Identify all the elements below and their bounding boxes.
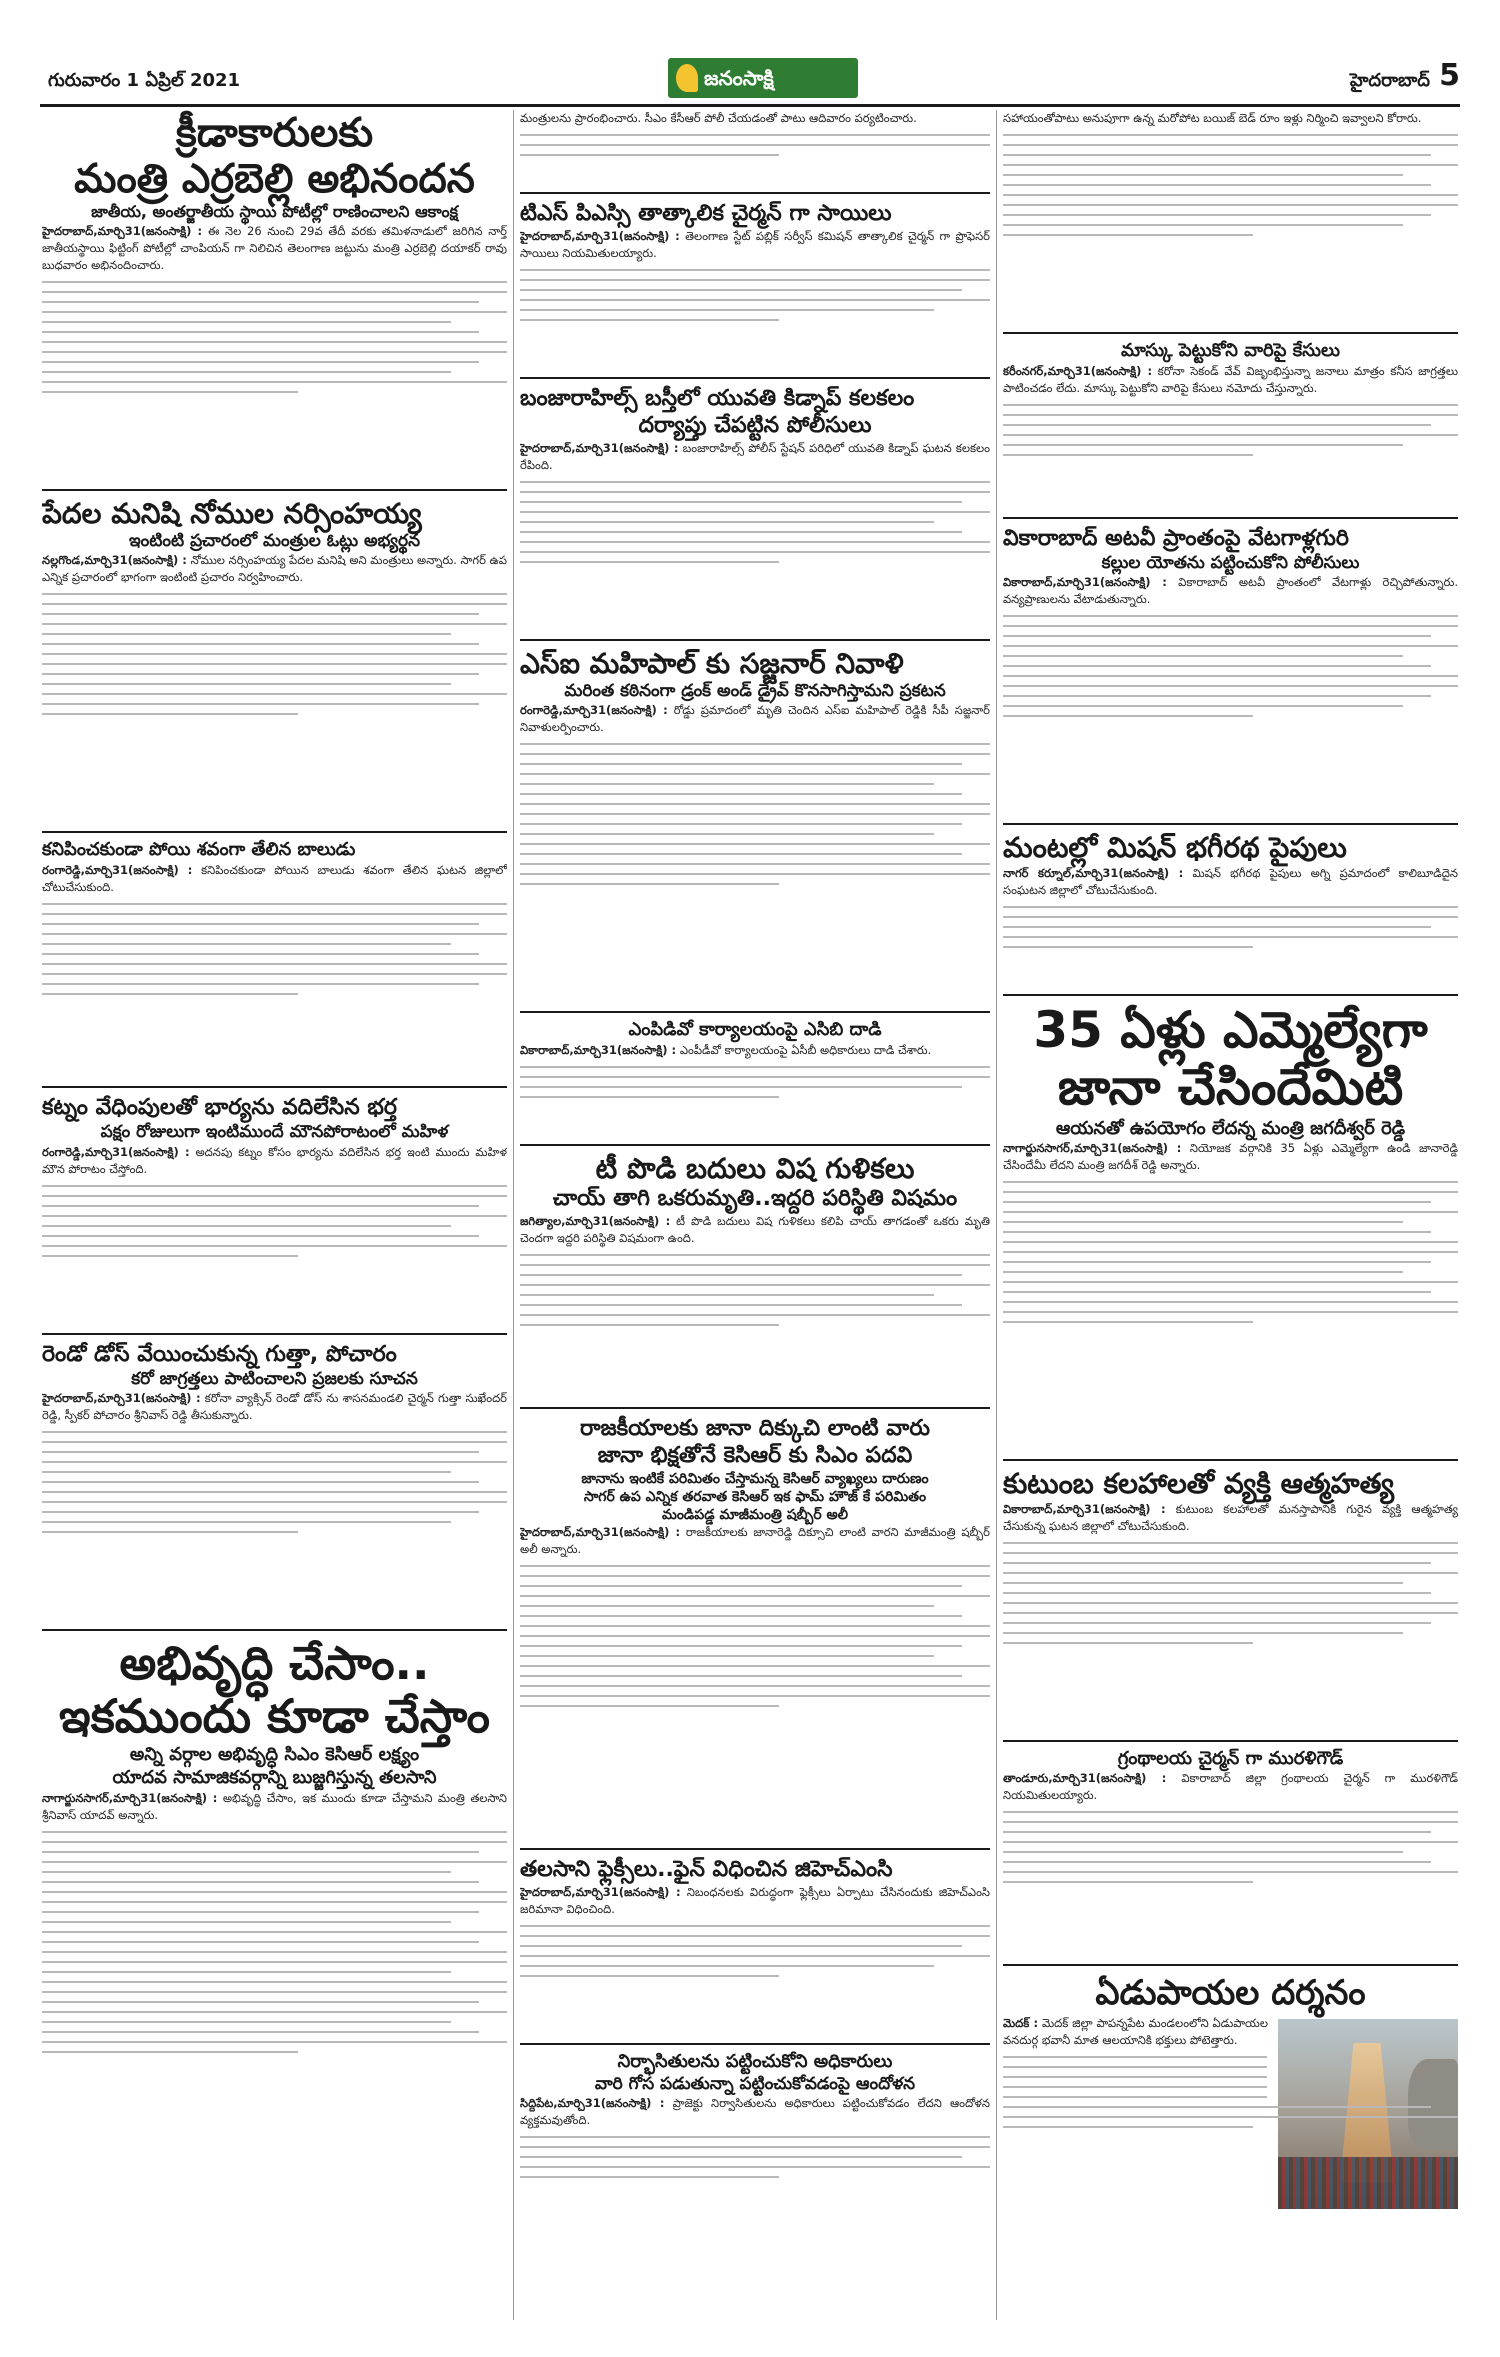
article-text: మంత్రులను ప్రారంభించారు. సీఎం కేసీఆర్ పోలీ చేయడంతో పాటు ఆదివారం పర్యటించారు. — [520, 111, 917, 125]
article-poison — [520, 1152, 990, 1399]
dateline: హైదరాబాద్,మార్చి31(జనంసాక్షి) : — [42, 1391, 201, 1406]
text-lines — [520, 2136, 990, 2226]
column-divider — [513, 110, 514, 2320]
text-lines — [1003, 1181, 1458, 1451]
article-text: మెదక్ జిల్లా పాపన్నపేట మండలంలోని ఏడుపాయల వనదుర్గ భవానీ మాత ఆలయానికి భక్తులు పోటెత్తారు. — [1003, 2015, 1268, 2047]
dateline: హైదరాబాద్,మార్చి31(జనంసాక్షి) : — [520, 1525, 681, 1540]
issue-date: గురువారం 1 ఏప్రిల్ 2021 — [48, 70, 241, 91]
text-lines — [1003, 1811, 1458, 1956]
article-body — [42, 223, 507, 274]
article-text: ప్రాజెక్టు నిర్వాసితులను అధికారులు పట్టించుకోవడం లేదని ఆందోళన వ్యక్తమవుతోంది. — [520, 2096, 990, 2128]
article-text: టీ పొడి బదులు విష గుళికలు కలిపి చాయ్ తాగడంతో ఒకరు మృతి చెందగా ఇద్దరి పరిస్థితి విషమంగా ఉంది. — [520, 1213, 990, 1245]
article-text: అదనపు కట్నం కోసం భార్యను వదిలేసిన భర్త ఇంటి ముందు మహిళ మౌన పోరాటం చేస్తోంది. — [42, 1144, 507, 1176]
dateline: నాగార్జునసాగర్,మార్చి31(జనంసాక్షి) : — [42, 1790, 218, 1805]
dateline: హైదరాబాద్,మార్చి31(జనంసాక్షి) : — [520, 228, 680, 243]
article-text: రోడ్డు ప్రమాదంలో మృతి చెందిన ఎస్ఐ మహిపాల్ రెడ్డికి సీపీ సజ్జనార్ నివాళులర్పించారు. — [520, 703, 990, 735]
divider — [520, 2043, 990, 2045]
column-left — [42, 110, 507, 2320]
headline: రెండో డోస్ వేయించుకున్న గుత్తా, పోచారం — [42, 1341, 397, 1367]
page-number: 5 — [1439, 58, 1460, 93]
headline-line1: రాజకీయాలకు జానా దిక్కుచి లాంటి వారు — [579, 1415, 931, 1441]
article-body — [520, 1524, 990, 1558]
headline-line2: జానా చేసిందేమిటి — [1057, 1058, 1404, 1117]
text-lines — [42, 903, 507, 1078]
subheadline: మండిపడ్డ మాజీమంత్రి షబ్బీర్ అలీ — [662, 1507, 848, 1524]
article-body — [42, 862, 507, 896]
article-talasani — [42, 1637, 507, 2251]
divider — [520, 639, 990, 641]
article-body — [1003, 1770, 1458, 1804]
article-text: కనిపించకుండా పోయిన బాలుడు శవంగా తేలిన ఘటన జిల్లాలో చోటుచేసుకుంది. — [42, 862, 507, 894]
divider — [1003, 823, 1458, 825]
article-acb-raid — [520, 1019, 990, 1136]
subheadline: జాతీయ, అంతర్జాతీయ స్థాయి పోటీల్లో రాణించాలని ఆకాంక్ష — [91, 202, 458, 221]
text-lines — [520, 1925, 990, 2035]
subheadline: సాగర్ ఉప ఎన్నిక తరవాత కెసిఆర్ ఇక ఫామ్ హౌజ్ కే పరిమితం — [583, 1488, 927, 1505]
dateline: జగిత్యాల,మార్చి31(జనంసాక్షి) : — [520, 1213, 671, 1228]
article-body — [520, 1042, 990, 1059]
divider — [520, 1144, 990, 1146]
article-text: ఎంపీడీవో కార్యాలయంపై ఏసీబీ అధికారులు దాడి చేశారు. — [679, 1042, 932, 1057]
divider — [520, 1407, 990, 1409]
header-rule — [40, 104, 1460, 107]
dateline: కరీంనగర్,మార్చి31(జనంసాక్షి) : — [1003, 363, 1153, 378]
article-displaced — [520, 2051, 990, 2227]
headline: ఏడుపాయల దర్శనం — [1095, 1973, 1366, 2014]
article-body — [1003, 1140, 1458, 1174]
article-text: తెలంగాణ స్టేట్ పబ్లిక్ సర్వీస్ కమిషన్ తాత్కాలిక చైర్మన్ గా ప్రొఫెసర్ సాయిలు నియమితులయ్యారు. — [520, 228, 990, 260]
divider — [1003, 994, 1458, 996]
article-text: నియోజక వర్గానికి 35 ఏళ్లు ఎమ్మెల్యేగా ఉండి జానారెడ్డి చేసిందేమీ లేదని మంత్రి జగదీశ్ రెడ్డి అన్నారు. — [1003, 1141, 1458, 1173]
article-text: సహాయంతోపాటు అనుపూగా ఉన్న మరోపోట బయిజ్ బెడ్ రూం ఇళ్లు నిర్మించి ఇవ్వాలని కోరారు. — [1003, 111, 1422, 125]
article-jana-35-years — [1003, 1002, 1458, 1451]
article-body — [520, 1213, 990, 1247]
dateline: హైదరాబాద్,మార్చి31(జనంసాక్షి) : — [42, 223, 203, 238]
article-text: వికారాబాద్ జిల్లా గ్రంథాలయ చైర్మన్ గా మురళిగౌడ్ నియమితులయ్యారు. — [1003, 1771, 1458, 1803]
article-text: బంజారాహిల్స్ పోలీస్ స్టేషన్ పరిధిలో యువతి కిడ్నాప్ ఘటన కలకలం రేపింది. — [520, 440, 990, 472]
divider — [42, 1086, 507, 1088]
article-body — [42, 1144, 507, 1178]
headline-line1: 35 ఏళ్లు ఎమ్మెల్యేగా — [1033, 1000, 1428, 1059]
dateline: హైదరాబాద్,మార్చి31(జనంసాక్షి) : — [520, 1884, 681, 1899]
headline: ఎస్ఐ మహిపాల్ కు సజ్జనార్ నివాళి — [520, 646, 904, 680]
divider — [520, 1848, 990, 1850]
article-text: కుటుంబ కలహాలతో మనస్తాపానికి గురైన వ్యక్తి ఆత్మహత్య చేసుకున్న ఘటన జిల్లాలో చోటుచేసుకుంది. — [1003, 1501, 1458, 1533]
divider — [42, 489, 507, 491]
article-text: రాజకీయాలకు జానారెడ్డి దిక్సూచి లాంటి వారని మాజీమంత్రి షబ్బీర్ అలీ అన్నారు. — [520, 1525, 990, 1557]
headline-line2: మంత్రి ఎర్రబెల్లి అభినందన — [74, 156, 475, 202]
divider — [520, 1011, 990, 1013]
headline: తలసాని ఫ్లెక్సీలు..ఫైన్ విధించిన జిహెచ్ఎంసి — [520, 1857, 893, 1883]
subheadline: పక్షం రోజులుగా ఇంటిముందే మౌనపోరాటంలో మహిళ — [100, 1122, 449, 1143]
divider — [1003, 1459, 1458, 1461]
headline: కట్నం వేధింపులతో భార్యను వదిలేసిన భర్త — [42, 1094, 397, 1120]
dateline: రంగారెడ్డి,మార్చి31(జనంసాక్షి) : — [42, 862, 193, 877]
article-nomula — [42, 497, 507, 824]
article-body — [42, 1390, 507, 1424]
subheadline: అన్ని వర్గాల అభివృద్ధి సిఎం కెసిఆర్ లక్ష్యం — [129, 1743, 420, 1765]
headline-line1: బంజారాహిల్స్ బస్తీలో యువతి కిడ్నాప్ కలకలం — [520, 385, 915, 411]
article-body — [42, 552, 507, 586]
dateline: నాగర్ కర్నూల్,మార్చి31(జనంసాక్షి) : — [1003, 865, 1184, 880]
text-lines — [1003, 2056, 1458, 2206]
text-lines — [1003, 906, 1458, 986]
article-library-chairman — [1003, 1748, 1458, 1957]
article-body — [520, 228, 990, 262]
subheadline: జానాను ఇంటికే పరిమితం చేస్తామన్న కెసిఆర్ వ్యాఖ్యలు దారుణం — [581, 1470, 929, 1487]
text-lines — [42, 1431, 507, 1621]
article-poachers — [1003, 525, 1458, 816]
column-divider — [996, 110, 997, 2320]
headline-line1: అభివృద్ధి చేసాం.. — [119, 1636, 430, 1691]
text-lines — [42, 1185, 507, 1325]
article-errabelli — [42, 110, 507, 481]
headline-line2: కల్లుల యోతను పట్టించుకోని పోలీసులు — [1101, 553, 1360, 573]
subheadline: మరింత కఠినంగా డ్రంక్ అండ్ డ్రైవ్ కొనసాగిస్తామని ప్రకటన — [564, 681, 946, 702]
article-body — [1003, 1501, 1458, 1535]
headline: టిఎస్ పిఎస్సి తాత్కాలిక చైర్మన్ గా సాయిలు — [520, 201, 892, 226]
text-lines — [1003, 615, 1458, 815]
headline: పేదల మనిషి నోముల నర్సింహయ్య — [42, 496, 422, 530]
masthead — [40, 58, 1460, 102]
dateline: సిద్దిపేట,మార్చి31(జనంసాక్షి) : — [520, 2096, 665, 2111]
text-lines — [42, 281, 507, 481]
headline-line2: జానా భిక్షతోనే కెసిఆర్ కు సిఎం పదవి — [597, 1443, 913, 1469]
article-boy-found — [42, 839, 507, 1078]
article-continued — [1003, 110, 1458, 324]
divider — [520, 192, 990, 194]
text-lines — [520, 1254, 990, 1399]
leaf-icon — [676, 64, 698, 92]
divider — [1003, 1964, 1458, 1966]
article-body — [42, 1790, 507, 1824]
subheadline: ఆయనతో ఉపయోగం లేదన్న మంత్రి జగదీశ్వర్ రెడ్డి — [1055, 1117, 1406, 1139]
article-vaccine — [42, 1341, 507, 1622]
dateline: మెదక్ : — [1003, 2015, 1039, 2030]
text-lines — [1003, 404, 1458, 509]
newspaper-logo — [668, 58, 858, 98]
logo-text: జనంసాక్షి — [704, 66, 774, 90]
article-body — [1003, 865, 1458, 899]
article-bhagiratha — [1003, 831, 1458, 986]
column-middle — [520, 110, 990, 2320]
article-shabbir — [520, 1415, 990, 1841]
article-tspsc — [520, 200, 990, 369]
subheadline: ఇంటింటి ప్రచారంలో మంత్రుల ఓట్లు అభ్యర్థన — [128, 531, 421, 552]
article-text: కరోనా వ్యాక్సిన్ రెండో డోస్ ను శాసనమండలి చైర్మన్ గుత్తా సుఖేందర్ రెడ్డి, స్పీకర్ పోచారం శ్రీనివాస్ రెడ్డి తీసుకున్నారు. — [42, 1391, 507, 1423]
edition-city: హైదరాబాద్ — [1349, 70, 1430, 91]
article-text: నోముల నర్సింహయ్య పేదల మనిషి అని మంత్రులు అన్నారు. సాగర్ ఉప ఎన్నిక ప్రచారంలో భాగంగా ఇంటింటి ప్రచారం నిర్వహించారు. — [42, 553, 507, 585]
headline: మాస్కు పెట్టుకోని వారిపై కేసులు — [1121, 340, 1340, 361]
divider — [42, 1629, 507, 1631]
text-lines — [1003, 134, 1458, 324]
headline: నిర్భాసితులను పట్టించుకోని అధికారులు — [617, 2050, 893, 2072]
divider — [520, 377, 990, 379]
subheadline: కరో జాగ్రత్తలు పాటించాలని ప్రజలకు సూచన — [131, 1369, 418, 1390]
dateline: వికారాబాద్,మార్చి31(జనంసాక్షి) : — [1003, 1501, 1166, 1516]
article-text: మిషన్ భగీరథ పైపులు అగ్ని ప్రమాదంలో కాలిబూడిదైన సంఘటన జిల్లాలో చోటుచేసుకుంది. — [1003, 865, 1458, 897]
column-right — [1003, 110, 1458, 2320]
subheadline: యాదవ సామాజికవర్గాన్ని బుజ్జగిస్తున్న తలసాని — [112, 1767, 437, 1789]
article-body — [1003, 363, 1458, 397]
article-sajjanar — [520, 647, 990, 1004]
text-lines — [520, 481, 990, 631]
article-continued — [520, 110, 990, 184]
divider — [1003, 1740, 1458, 1742]
article-text: వికారాబాద్ అటవీ ప్రాంతంలో వేటగాళ్లు రెచ్చిపోతున్నారు. వన్యప్రాణులను వేటాడుతున్నారు. — [1003, 575, 1458, 607]
text-lines — [520, 1565, 990, 1840]
text-lines — [520, 1066, 990, 1136]
dateline: నల్లగొండ,మార్చి31(జనంసాక్షి) : — [42, 553, 187, 568]
text-lines — [42, 1831, 507, 2251]
headline: గ్రంథాలయ చైర్మన్ గా మురళిగౌడ్ — [1117, 1747, 1344, 1769]
article-flexi-fine — [520, 1856, 990, 2035]
headline: ఎంపిడివో కార్యాలయంపై ఎసిబి దాడి — [628, 1019, 882, 1041]
headline: మంటల్లో మిషన్ భగీరథ పైపులు — [1003, 831, 1347, 865]
article-text: నిబంధనలకు విరుద్ధంగా ఫ్లెక్సీలు ఏర్పాటు చేసినందుకు జిహెచ్ఎంసి జరిమానా విధించింది. — [520, 1884, 990, 1916]
article-text: ఈ నెల 26 నుంచి 29వ తేదీ వరకు తమిళనాడులో జరిగిన నార్త్ జాతీయస్థాయి ఫిట్టింగ్ పోటీల్లో చాంపియన్ గా నిలిచిన తెలంగాణ జట్టును మంత్రి ఎర్రబెల్లి దయాకర్ రావు బుధవారం అభినందించారు. — [42, 223, 507, 272]
subheadline: వారి గోస పడుతున్నా పట్టించుకోవడంపై ఆందోళన — [594, 2074, 916, 2095]
article-edupayala — [1003, 1972, 1458, 2206]
divider — [1003, 332, 1458, 334]
article-text: అభివృద్ధి చేసాం, ఇక ముందు కూడా చేస్తామని మంత్రి తలసాని శ్రీనివాస్ యాదవ్ అన్నారు. — [42, 1790, 507, 1822]
article-text: కరోనా సెకండ్ వేవ్ విజృంభిస్తున్నా జనాలు మాత్రం కనీస జాగ్రత్తలు పాటించడం లేదు. మాస్కు పెట్టుకోని వారిపై కేసులు నమోదు చేస్తున్నారు. — [1003, 363, 1458, 395]
dateline: నాగార్జునసాగర్,మార్చి31(జనంసాక్షి) : — [1003, 1141, 1182, 1156]
text-lines — [42, 593, 507, 823]
article-body — [520, 440, 990, 474]
dateline: రంగారెడ్డి,మార్చి31(జనంసాక్షి) : — [520, 703, 668, 718]
article-mask-cases — [1003, 340, 1458, 509]
divider — [1003, 517, 1458, 519]
article-dowry — [42, 1094, 507, 1325]
divider — [42, 831, 507, 833]
headline: కుటుంబ కలహాలతో వ్యక్తి ఆత్మహత్య — [1003, 1467, 1395, 1501]
headline-line1: టీ పొడి బదులు విష గుళికలు — [595, 1151, 915, 1185]
headline-line2: ఇకముందు కూడా చేస్తాం — [59, 1689, 490, 1744]
dateline: తాండూరు,మార్చి31(జనంసాక్షి) : — [1003, 1771, 1167, 1786]
text-lines — [520, 134, 990, 184]
headline-line2: చాయ్ తాగి ఒకరుమృతి..ఇద్దరి పరిస్థితి విషమం — [552, 1186, 958, 1212]
article-body — [520, 2095, 990, 2129]
headline-line2: దర్యాప్తు చేపట్టిన పోలీసులు — [638, 413, 872, 438]
dateline: వికారాబాద్,మార్చి31(జనంసాక్షి) : — [1003, 575, 1167, 590]
article-suicide — [1003, 1467, 1458, 1732]
headline: కనిపించకుండా పోయి శవంగా తేలిన బాలుడు — [42, 839, 356, 861]
headline-line1: క్రీడాకారులకు — [175, 110, 374, 156]
dateline: రంగారెడ్డి,మార్చి31(జనంసాక్షి) : — [42, 1144, 190, 1159]
article-body — [520, 702, 990, 736]
text-lines — [1003, 1542, 1458, 1732]
dateline: వికారాబాద్,మార్చి31(జనంసాక్షి) : — [520, 1042, 677, 1057]
text-lines — [520, 743, 990, 1003]
article-kidnap — [520, 385, 990, 631]
divider — [42, 1333, 507, 1335]
dateline: హైదరాబాద్,మార్చి31(జనంసాక్షి) : — [520, 440, 679, 455]
article-body — [1003, 574, 1458, 608]
text-lines — [520, 269, 990, 369]
headline-line1: వికారాబాద్ అటవీ ప్రాంతంపై వేటగాళ్లగురి — [1003, 525, 1349, 551]
article-body — [520, 1884, 990, 1918]
